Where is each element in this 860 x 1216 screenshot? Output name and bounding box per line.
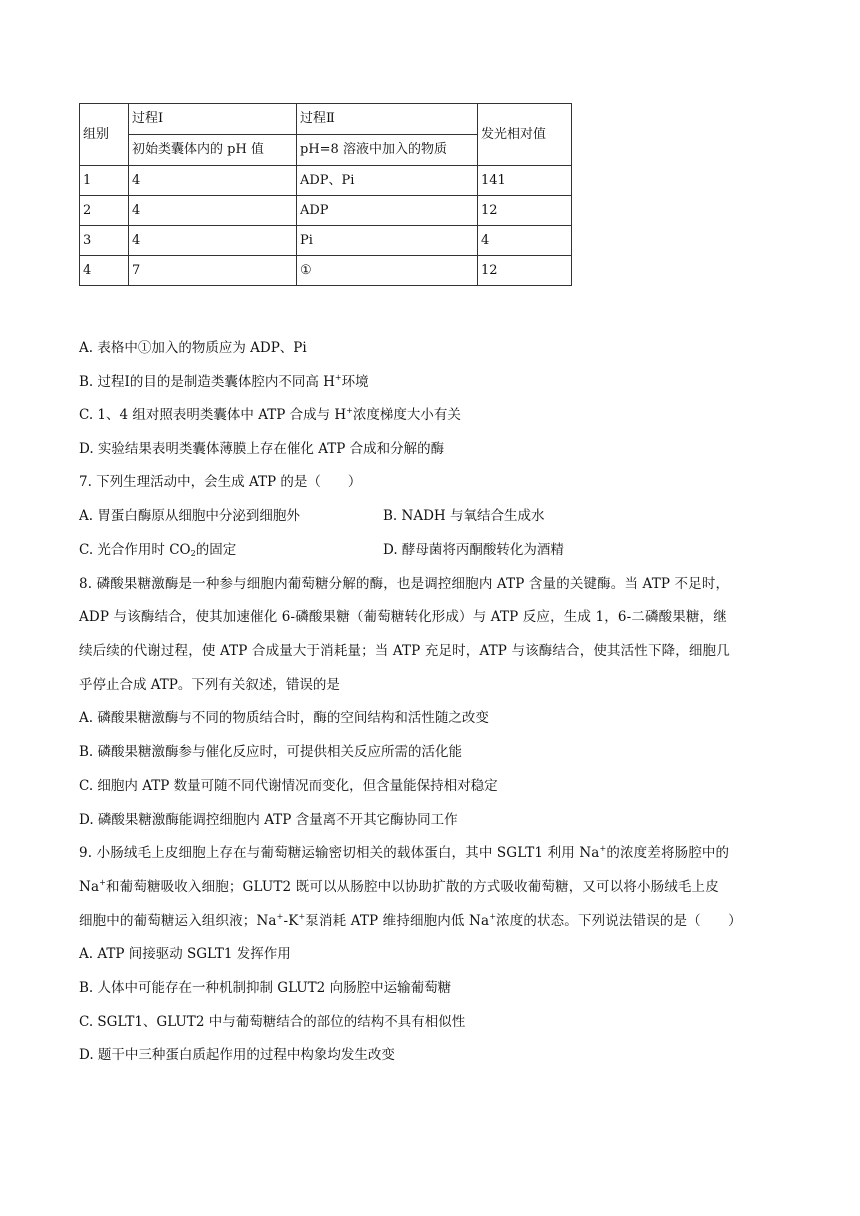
cell-substance: ①	[297, 256, 478, 286]
q9-option-a: A. ATP 间接驱动 SGLT1 发挥作用	[79, 946, 291, 962]
header-added-substance: pH=8 溶液中加入的物质	[297, 135, 478, 166]
header-group: 组别	[80, 104, 129, 166]
cell-group: 1	[80, 166, 129, 196]
q9-stem-line-2: Na+和葡萄糖吸收入细胞；GLUT2 既可以从肠腔中以协助扩散的方式吸收葡萄糖，又可以将小肠绒毛上皮	[79, 878, 719, 895]
q6-option-a: A. 表格中①加入的物质应为 ADP、Pi	[79, 340, 307, 356]
q6-option-b: B. 过程Ⅰ的目的是制造类囊体腔内不同高 H+环境	[79, 373, 369, 390]
q8-option-a: A. 磷酸果糖激酶与不同的物质结合时，酶的空间结构和活性随之改变	[79, 710, 489, 726]
table-row	[80, 226, 572, 256]
q8-option-b: B. 磷酸果糖激酶参与催化反应时，可提供相关反应所需的活化能	[79, 744, 463, 760]
q6-option-c: C. 1、4 组对照表明类囊体中 ATP 合成与 H+浓度梯度大小有关	[79, 406, 461, 423]
q7-option-a: A. 胃蛋白酶原从细胞中分泌到细胞外	[79, 508, 300, 524]
q8-stem-line-4: 乎停止合成 ATP。下列有关叙述，错误的是	[79, 677, 340, 693]
q7-option-b: B. NADH 与氧结合生成水	[383, 508, 545, 524]
table-row	[80, 166, 572, 196]
q7-options-ab	[79, 506, 859, 526]
q8-stem-line-3: 续后续的代谢过程，使 ATP 合成量大于消耗量；当 ATP 充足时，ATP 与该酶结合，使其活性下降，细胞几	[79, 643, 730, 659]
q8-option-d: D. 磷酸果糖激酶能调控细胞内 ATP 含量离不开其它酶协同工作	[79, 812, 458, 828]
q8-stem-line-2: ADP 与该酶结合，使其加速催化 6-磷酸果糖（葡萄糖转化形成）与 ATP 反应，生成 1，6-二磷酸果糖，继	[79, 609, 727, 625]
q9-option-b: B. 人体中可能存在一种机制抑制 GLUT2 向肠腔中运输葡萄糖	[79, 980, 452, 996]
cell-substance: ADP、Pi	[297, 166, 478, 196]
cell-ph: 4	[129, 196, 297, 226]
header-process-2: 过程Ⅱ	[297, 104, 478, 135]
q6-option-d: D. 实验结果表明类囊体薄膜上存在催化 ATP 合成和分解的酶	[79, 441, 445, 457]
cell-value: 12	[478, 256, 572, 286]
header-process-1: 过程Ⅰ	[129, 104, 297, 135]
cell-value: 141	[478, 166, 572, 196]
cell-group: 2	[80, 196, 129, 226]
q8-stem-line-1: 8. 磷酸果糖激酶是一种参与细胞内葡萄糖分解的酶，也是调控细胞内 ATP 含量的关键酶。当 ATP 不足时，	[79, 576, 730, 592]
q8-option-c: C. 细胞内 ATP 数量可随不同代谢情况而变化，但含量能保持相对稳定	[79, 778, 498, 794]
q9-stem-line-3: 细胞中的葡萄糖运入组织液；Na+-K+泵消耗 ATP 维持细胞内低 Na+浓度的状态。下列说法错误的是（ ）	[79, 912, 742, 929]
cell-ph: 4	[129, 166, 297, 196]
header-light-value: 发光相对值	[478, 104, 572, 166]
header-initial-ph: 初始类囊体内的 pH 值	[129, 135, 297, 166]
q9-stem-line-1: 9. 小肠绒毛上皮细胞上存在与葡萄糖运输密切相关的载体蛋白，其中 SGLT1 利用 Na+的浓度差将肠腔中的	[79, 844, 730, 861]
table-row	[80, 256, 572, 286]
cell-group: 4	[80, 256, 129, 286]
q7-stem: 7. 下列生理活动中，会生成 ATP 的是（ ）	[79, 474, 362, 490]
cell-group: 3	[80, 226, 129, 256]
q7-option-c: C. 光合作用时 $CO_2$的固定	[79, 542, 237, 558]
q7-options-cd	[79, 540, 859, 560]
cell-ph: 7	[129, 256, 297, 286]
q9-option-c: C. SGLT1、GLUT2 中与葡萄糖结合的部位的结构不具有相似性	[79, 1014, 466, 1030]
experiment-table	[79, 103, 572, 286]
cell-substance: Pi	[297, 226, 478, 256]
cell-value: 4	[478, 226, 572, 256]
cell-value: 12	[478, 196, 572, 226]
cell-ph: 4	[129, 226, 297, 256]
cell-substance: ADP	[297, 196, 478, 226]
table-row	[80, 196, 572, 226]
q9-option-d: D. 题干中三种蛋白质起作用的过程中构象均发生改变	[79, 1047, 395, 1063]
q7-option-d: D. 酵母菌将丙酮酸转化为酒精	[383, 542, 564, 558]
